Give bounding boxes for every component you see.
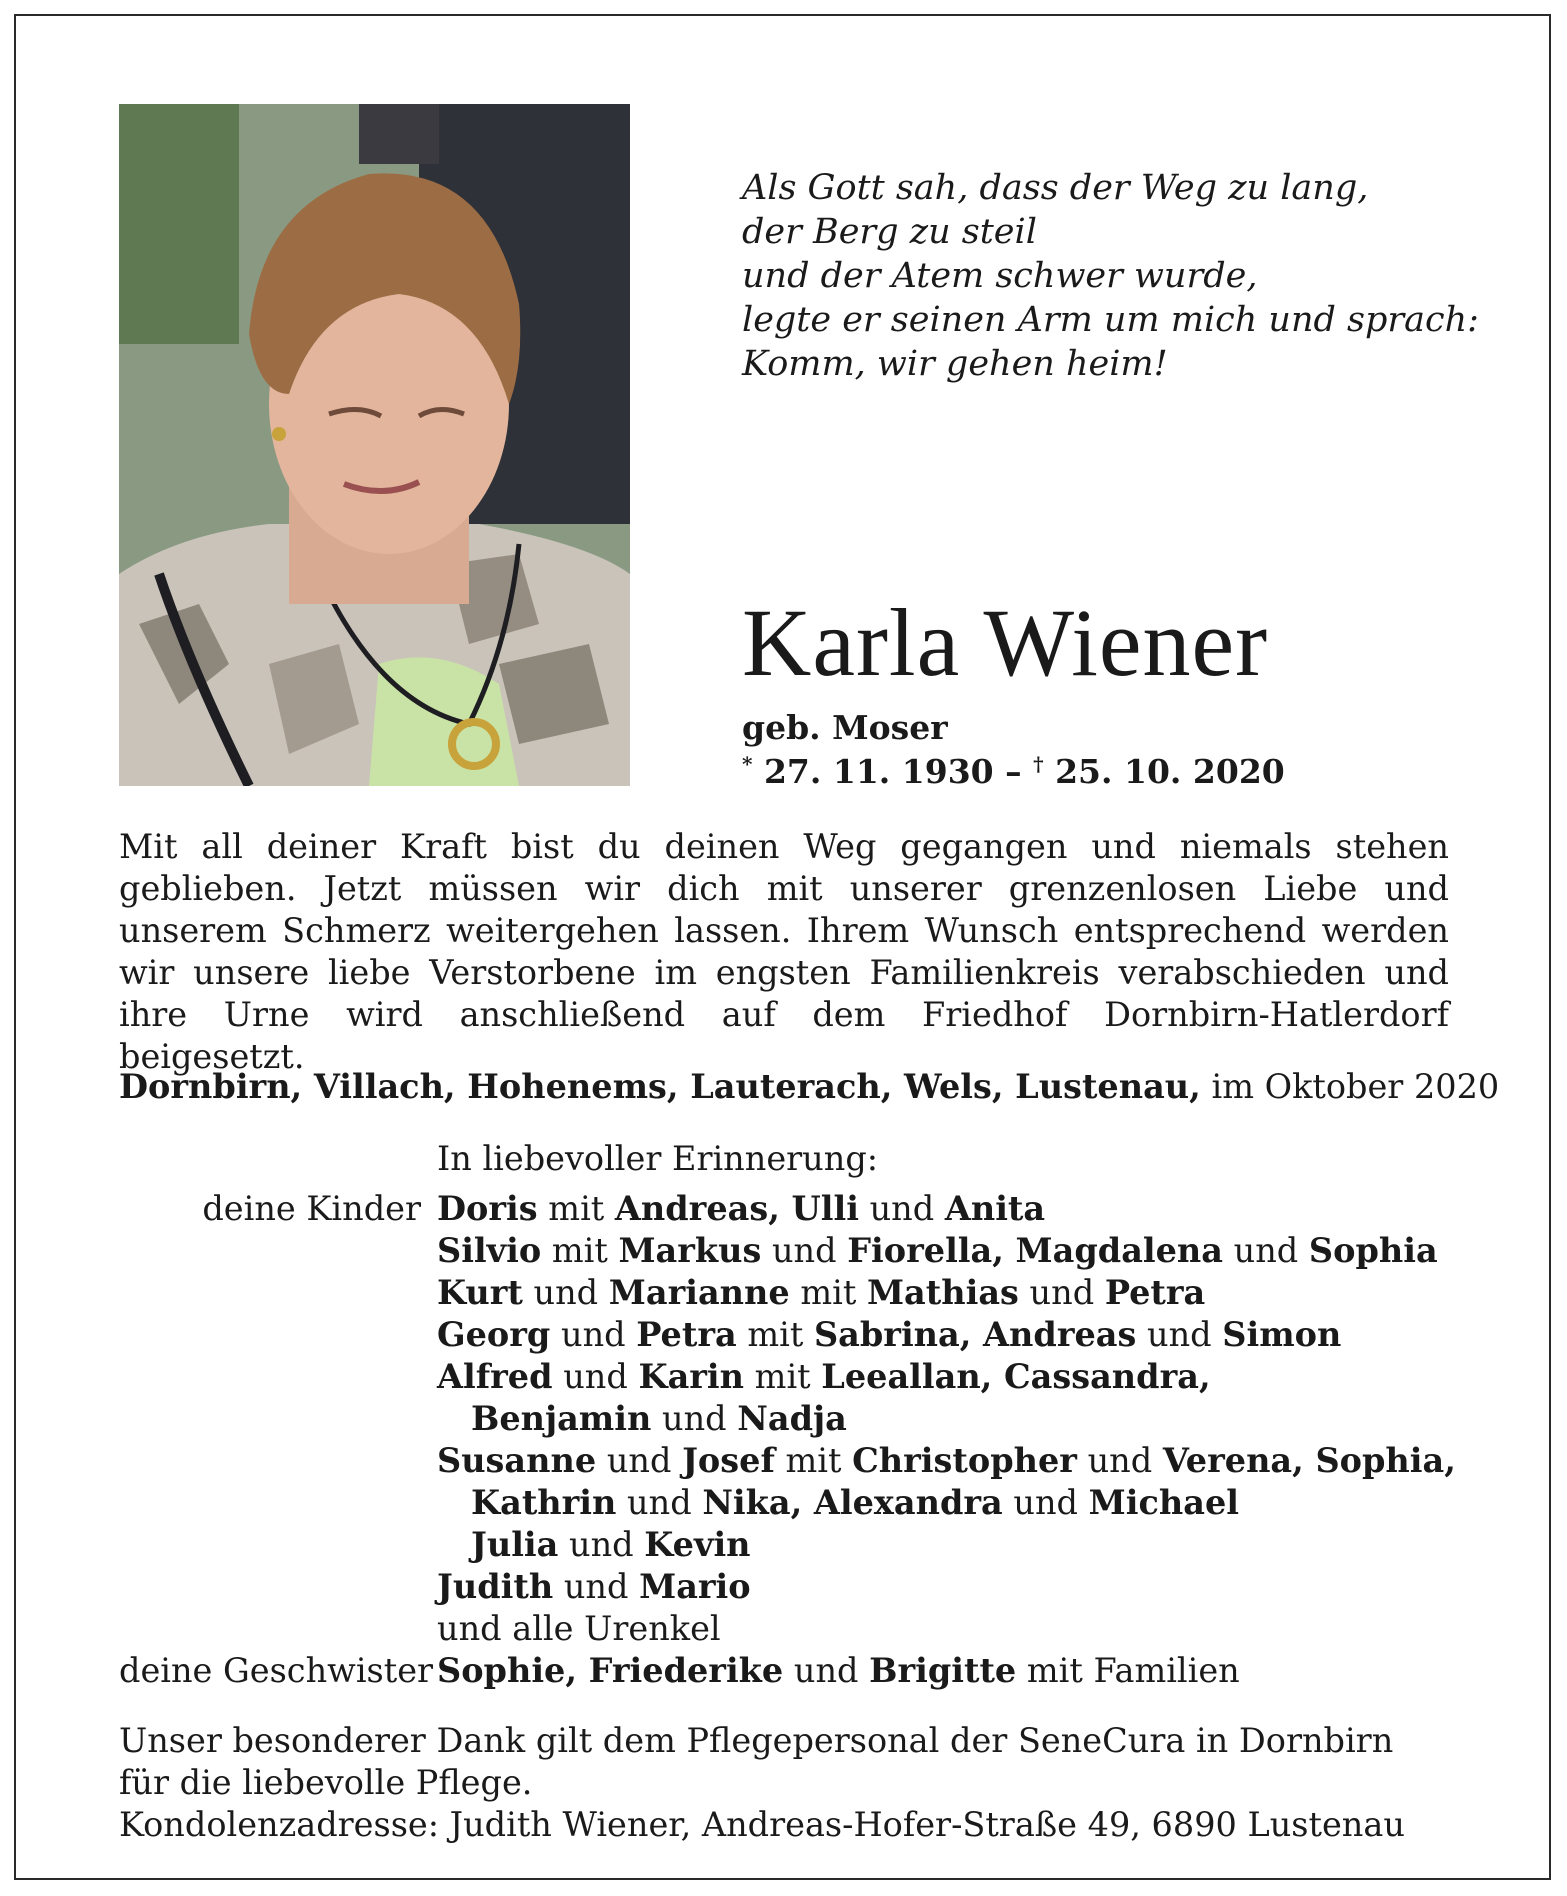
maiden-name: geb. Moser: [742, 708, 948, 747]
family-conj: und: [662, 1399, 727, 1438]
family-conj: mit: [754, 1357, 811, 1396]
family-name: Michael: [1088, 1483, 1239, 1522]
family-conj: und: [1087, 1441, 1153, 1480]
family-conj: und: [793, 1651, 859, 1690]
family-name: Nika, Alexandra: [702, 1483, 1003, 1522]
family-name: Silvio: [437, 1231, 542, 1270]
family-row: [0, 1440, 1567, 1482]
family-name: Sabrina, Andreas: [813, 1315, 1137, 1354]
family-conj: mit: [548, 1189, 605, 1228]
family-name: Sophie, Friederike: [437, 1651, 784, 1690]
family-name: Brigitte: [869, 1651, 1017, 1690]
family-name: Andreas, Ulli: [614, 1189, 859, 1228]
family-row: [0, 1230, 1567, 1272]
family-name: Nadja: [737, 1399, 847, 1438]
family-row: [0, 1566, 1567, 1608]
family-conj: und: [569, 1525, 634, 1564]
family-name: Anita: [944, 1189, 1046, 1228]
family-name: Julia: [471, 1525, 559, 1564]
family-name: Christopher: [852, 1441, 1077, 1480]
family-conj: und: [1233, 1231, 1299, 1270]
family-name: Kurt: [437, 1273, 523, 1312]
family-conj: mit: [747, 1315, 804, 1354]
date-dash: –: [1005, 752, 1022, 791]
family-conj: und: [869, 1189, 935, 1228]
family-name: Markus: [618, 1231, 762, 1270]
family-row: [0, 1272, 1567, 1314]
family-name: Doris: [437, 1189, 538, 1228]
family-row: [0, 1524, 1567, 1566]
family-name: Fiorella, Magdalena: [847, 1231, 1223, 1270]
poem: [742, 166, 1479, 386]
family-conj: und: [771, 1231, 837, 1270]
siblings-label: deine Geschwister: [119, 1651, 434, 1690]
family-conj: und: [627, 1483, 692, 1522]
family-conj: und: [1147, 1315, 1212, 1354]
places-line: [119, 1067, 1500, 1106]
family-row: [0, 1314, 1567, 1356]
family-row: [0, 1608, 1567, 1650]
family-conj: mit: [551, 1231, 608, 1270]
family-name: Mario: [639, 1567, 751, 1606]
notice-body: Mit all deiner Kraft bist du deinen Weg gegangen und niemals stehen geblieben. Jetzt müssen wir dich mit unserer grenzenlosen Liebe und unserem Schmerz weitergehen lassen. Ihrem Wunsch entsprechend werden wir unsere liebe Verstorbene im engsten Familienkreis verabschieden und ihre Urne wird anschließend auf dem Friedhof Dornbirn-Hatlerdorf beigesetzt.: [119, 827, 1449, 1076]
family-name: Kathrin: [471, 1483, 617, 1522]
family-name: Simon: [1222, 1315, 1342, 1354]
children-label: deine Kinder: [202, 1189, 421, 1228]
deceased-name: Karla Wiener: [742, 589, 1269, 696]
memory-heading: In liebevoller Erinnerung:: [437, 1139, 879, 1178]
family-name: Verena, Sophia,: [1162, 1441, 1456, 1480]
family-name: Kevin: [644, 1525, 751, 1564]
family-name: Georg: [437, 1315, 551, 1354]
family-conj: und: [533, 1273, 599, 1312]
family-conj: und: [563, 1357, 628, 1396]
great-grandchildren: und alle Urenkel: [437, 1609, 721, 1648]
family-name: Judith: [437, 1567, 554, 1606]
birth-date: 27. 11. 1930: [763, 752, 994, 791]
family-name: Mathias: [866, 1273, 1019, 1312]
family-conj: mit: [785, 1441, 842, 1480]
portrait-photo: [119, 104, 630, 786]
thanks-text: Unser besonderer Dank gilt dem Pflegepersonal der SeneCura in Dornbirn für die liebevolle Pflege.: [119, 1721, 1394, 1802]
birth-symbol: *: [742, 752, 753, 776]
family-conj: und: [606, 1441, 672, 1480]
family-conj: und: [1013, 1483, 1079, 1522]
family-conj: mit Familien: [1026, 1651, 1240, 1690]
thanks-section: [119, 1720, 1449, 1846]
poem-line: der Berg zu steil: [742, 212, 1037, 252]
family-conj: und: [561, 1315, 626, 1354]
life-dates: [742, 752, 1285, 791]
family-conj: und: [563, 1567, 629, 1606]
family-name: Benjamin: [471, 1399, 652, 1438]
family-list: [0, 1188, 1567, 1692]
death-date: 25. 10. 2020: [1055, 752, 1285, 791]
family-name: Susanne: [437, 1441, 597, 1480]
family-name: Josef: [682, 1441, 775, 1480]
family-name: Petra: [1104, 1273, 1206, 1312]
family-name: Petra: [636, 1315, 737, 1354]
notice-date: im Oktober 2020: [1211, 1067, 1500, 1106]
family-conj: und: [1029, 1273, 1095, 1312]
poem-line: Komm, wir gehen heim!: [742, 344, 1168, 384]
family-row: [0, 1398, 1567, 1440]
poem-line: Als Gott sah, dass der Weg zu lang,: [742, 168, 1369, 208]
family-name: Alfred: [437, 1357, 553, 1396]
family-name: Marianne: [608, 1273, 790, 1312]
poem-line: legte er seinen Arm um mich und sprach:: [742, 300, 1479, 340]
towns: Dornbirn, Villach, Hohenems, Lauterach, Wels, Lustenau,: [119, 1067, 1201, 1106]
family-name: Leeallan, Cassandra,: [821, 1357, 1211, 1396]
family-name: Sophia: [1308, 1231, 1438, 1270]
family-row: [0, 1188, 1567, 1230]
family-name: Karin: [638, 1357, 745, 1396]
family-row: [0, 1356, 1567, 1398]
poem-line: und der Atem schwer wurde,: [742, 256, 1258, 296]
death-symbol: †: [1033, 752, 1044, 776]
family-conj: mit: [800, 1273, 857, 1312]
family-row: [0, 1482, 1567, 1524]
family-row: [0, 1650, 1567, 1692]
condolence-address: Kondolenzadresse: Judith Wiener, Andreas-Hofer-Straße 49, 6890 Lustenau: [119, 1805, 1405, 1844]
